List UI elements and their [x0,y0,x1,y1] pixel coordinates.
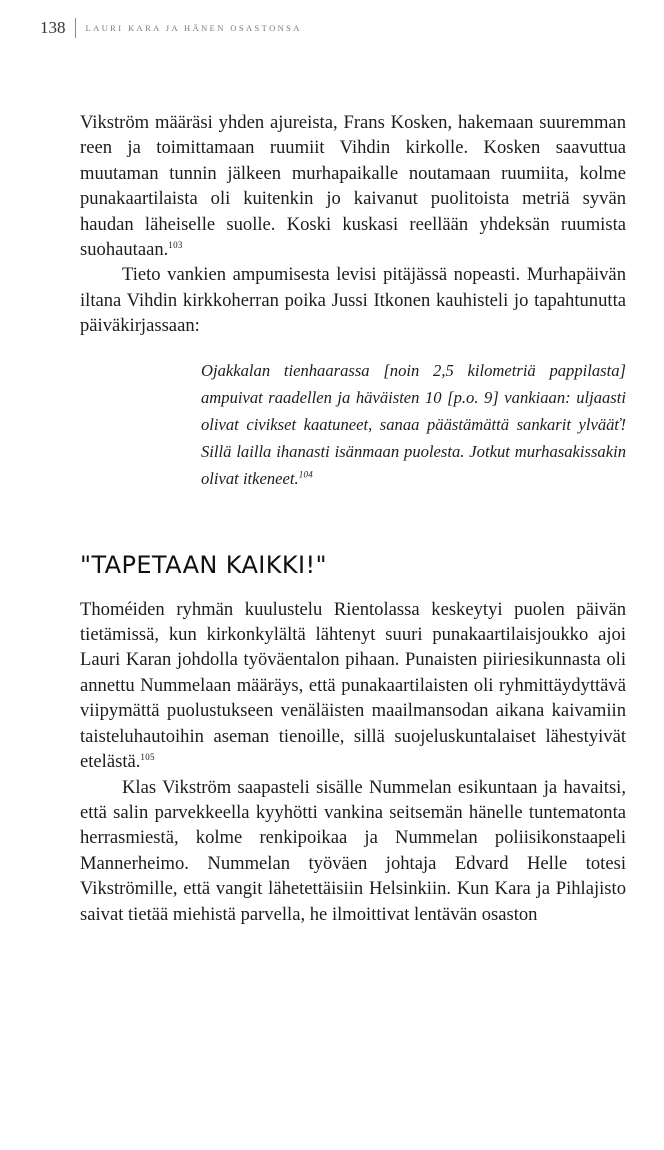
footnote-ref: 103 [168,239,183,250]
paragraph [80,597,626,775]
quote-text: Ojakkalan tienhaarassa [noin 2,5 kilometriä pappilasta] ampuivat raadellen ja häväisten 10 [p.o. 9] vankiaan: uljaasti olivat civikset kaatuneet, sanaa päästämättä sankarit ylvääť! Sillä lailla ihanasti isänmaan puolesta. Jotkut murhasakissakin olivat itkeneet. [201,360,626,489]
body-text [80,110,626,927]
block-quote [201,357,626,493]
paragraph [80,775,626,927]
page-number: 138 [40,18,66,37]
section-heading: "TAPETAAN KAIKKI!" [80,550,328,579]
footnote-ref: 104 [298,469,314,480]
header-divider [75,18,76,38]
running-head [40,16,302,40]
paragraph [80,262,626,338]
paragraph-text: Klas Vikström saapasteli sisälle Nummelan esikuntaan ja havaitsi, että salin parvekkeella kyyhötti vankina seitsemän hänelle tuntematonta herrasmiestä, kolme renkipoikaa ja Nummelan poliisikonstaapeli Mannerheimo. Nummelan työväen johtaja Edvard Helle totesi Vikströmille, että vangit lähetettäisiin Helsinkiin. Kun Kara ja Pihlajisto saivat tietää miehistä parvella, he ilmoittivat lentävän osaston [80,776,626,925]
paragraph-text: Vikström määräsi yhden ajureista, Frans Kosken, hakemaan suuremman reen ja toimittamaan ruumiit Vihdin kirkolle. Kosken saavuttua muutaman tunnin jälkeen murhapaikalle noutamaan ruumiita, kolme punakaartilaista oli kuitenkin jo kaivanut puolitoista metriä syvän haudan läheiselle suolle. Koski kuskasi reellään yhdeksän ruumista suohautaan. [80,112,626,261]
running-title: LAURI KARA JA HÄNEN OSASTONSA [85,23,302,33]
paragraph-text: Thoméiden ryhmän kuulustelu Rientolassa keskeytyi puolen päivän tietämissä, kun kirkonkylältä lähtenyt suuri punakaartilaisjoukko ajoi Lauri Karan johdolla työväentalon pihaan. Punaisten piiriesikunnasta oli annettu Nummelaan määräys, että punakaartilaisten oli ryhmittäydyttävä viipymättä puolustukseen venäläisten maailmansodan aikana kaivamiin taisteluhautoihin aseman tienoille, sillä suojeluskuntalaiset lähestyivät etelästä. [80,598,626,773]
footnote-ref: 105 [140,751,155,762]
paragraph [80,110,626,262]
paragraph-text: Tieto vankien ampumisesta levisi pitäjässä nopeasti. Murhapäivän iltana Vihdin kirkkoherran poika Jussi Itkonen kauhisteli jo tapahtunutta päiväkirjassaan: [80,264,626,337]
